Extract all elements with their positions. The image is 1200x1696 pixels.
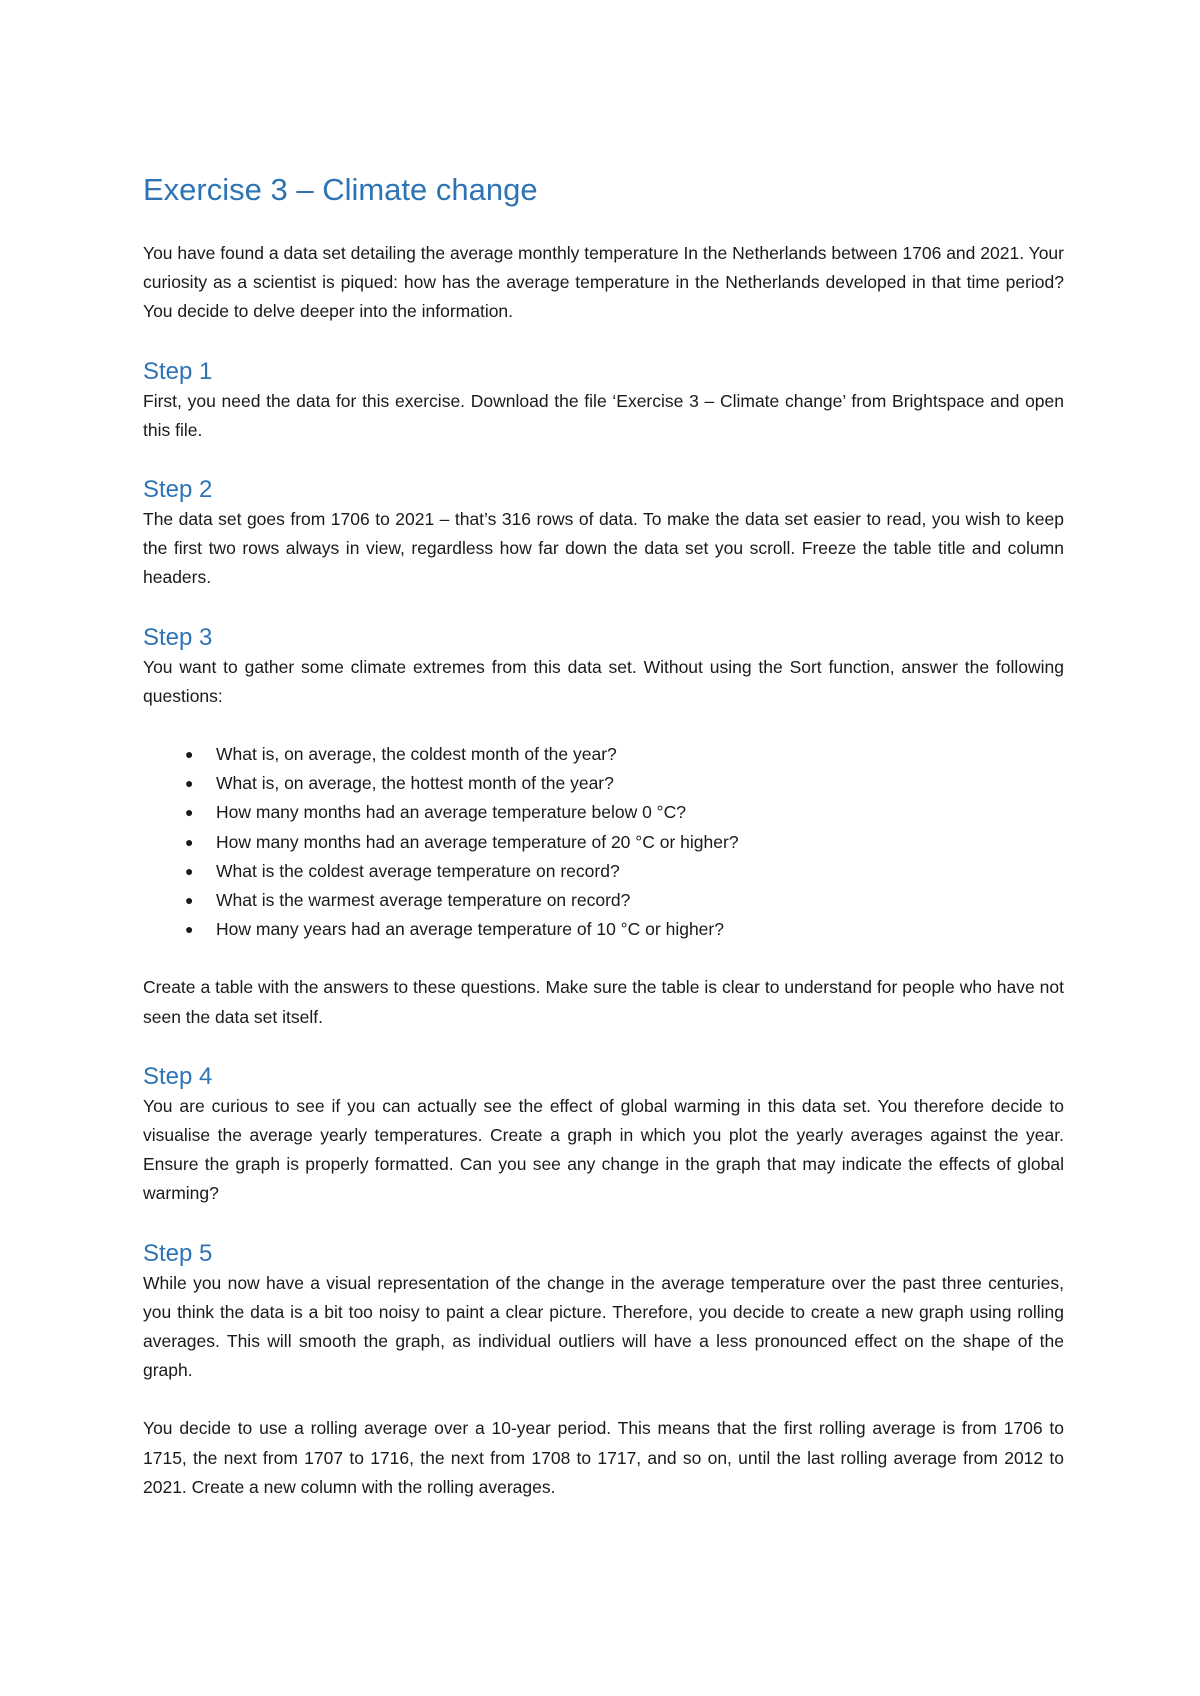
- document-title: Exercise 3 – Climate change: [143, 172, 538, 207]
- intro-paragraph: You have found a data set detailing the average monthly temperature In the Netherlands between 1706 and 2021. Your curiosity as a scientist is piqued: how has the average temperature in the Netherlands developed in that time period? You decide to delve deeper into the information.: [143, 243, 1064, 322]
- question-text: What is the coldest average temperature on record?: [216, 860, 620, 881]
- step-5-section: [143, 1238, 1064, 1502]
- question-item: [185, 769, 1064, 798]
- step-3-paragraph: You want to gather some climate extremes from this data set. Without using the Sort function, answer the following questions:: [143, 656, 1064, 706]
- bullet-icon: ●: [185, 862, 194, 879]
- step-5-followup-paragraph: You decide to use a rolling average over a 10-year period. This means that the first rolling average is from 1706 to 1715, the next from 1707 to 1716, the next from 1708 to 1717, and so on, until the last rolling average from 2012 to 2021. Create a new column with the rolling averages.: [143, 1418, 1064, 1497]
- question-text: How many months had an average temperature below 0 °C?: [216, 802, 687, 823]
- document-page: [143, 170, 1064, 1531]
- question-text: What is the warmest average temperature on record?: [216, 890, 631, 911]
- question-item: [185, 857, 1064, 886]
- step-1-heading: Step 1: [143, 357, 213, 385]
- question-text: What is, on average, the coldest month of the year?: [216, 744, 617, 765]
- question-item: [185, 886, 1064, 915]
- question-item: [185, 740, 1064, 769]
- bullet-icon: ●: [185, 892, 194, 909]
- step-4-section: [143, 1061, 1064, 1209]
- paragraph-gap: [143, 1385, 1064, 1414]
- bullet-icon: ●: [185, 833, 194, 850]
- question-item: [185, 798, 1064, 827]
- intro-section: [143, 239, 1064, 327]
- step-5-heading: Step 5: [143, 1239, 213, 1267]
- question-item: [185, 828, 1064, 857]
- step-2-paragraph: The data set goes from 1706 to 2021 – that’s 316 rows of data. To make the data set easier to read, you wish to keep the first two rows always in view, regardless how far down the data set you scroll. Freeze the table title and column headers.: [143, 509, 1064, 588]
- bullet-icon: ●: [185, 804, 194, 821]
- bullet-icon: ●: [185, 921, 194, 938]
- step-2-heading: Step 2: [143, 476, 213, 504]
- step-4-paragraph: You are curious to see if you can actually see the effect of global warming in this data set. You therefore decide to visualise the average yearly temperatures. Create a graph in which you plot the yearly averages against the year. Ensure the graph is properly formatted. Can you see any change in the graph that may indicate the effects of global warming?: [143, 1095, 1064, 1204]
- question-text: How many years had an average temperature of 10 °C or higher?: [216, 919, 724, 940]
- step-3-followup-paragraph: Create a table with the answers to these questions. Make sure the table is clear to understand for people who have not seen the data set itself.: [143, 977, 1064, 1027]
- bullet-icon: ●: [185, 746, 194, 763]
- question-text: How many months had an average temperature of 20 °C or higher?: [216, 831, 739, 852]
- step-4-heading: Step 4: [143, 1062, 213, 1090]
- step-5-paragraph: While you now have a visual representation of the change in the average temperature over the past three centuries, you think the data is a bit too noisy to paint a clear picture. Therefore, you decide to create a new graph using rolling averages. This will smooth the graph, as individual outliers will have a less pronounced effect on the shape of the graph.: [143, 1272, 1064, 1381]
- step-3-section: [143, 622, 1064, 1032]
- question-item: [185, 915, 1064, 944]
- step-1-paragraph: First, you need the data for this exercise. Download the file ‘Exercise 3 – Climate change’ from Brightspace and open this file.: [143, 390, 1064, 440]
- step-1-section: [143, 356, 1064, 445]
- bullet-icon: ●: [185, 775, 194, 792]
- question-text: What is, on average, the hottest month of the year?: [216, 773, 614, 794]
- step-2-section: [143, 474, 1064, 593]
- question-list: [143, 740, 1064, 944]
- step-3-heading: Step 3: [143, 623, 213, 651]
